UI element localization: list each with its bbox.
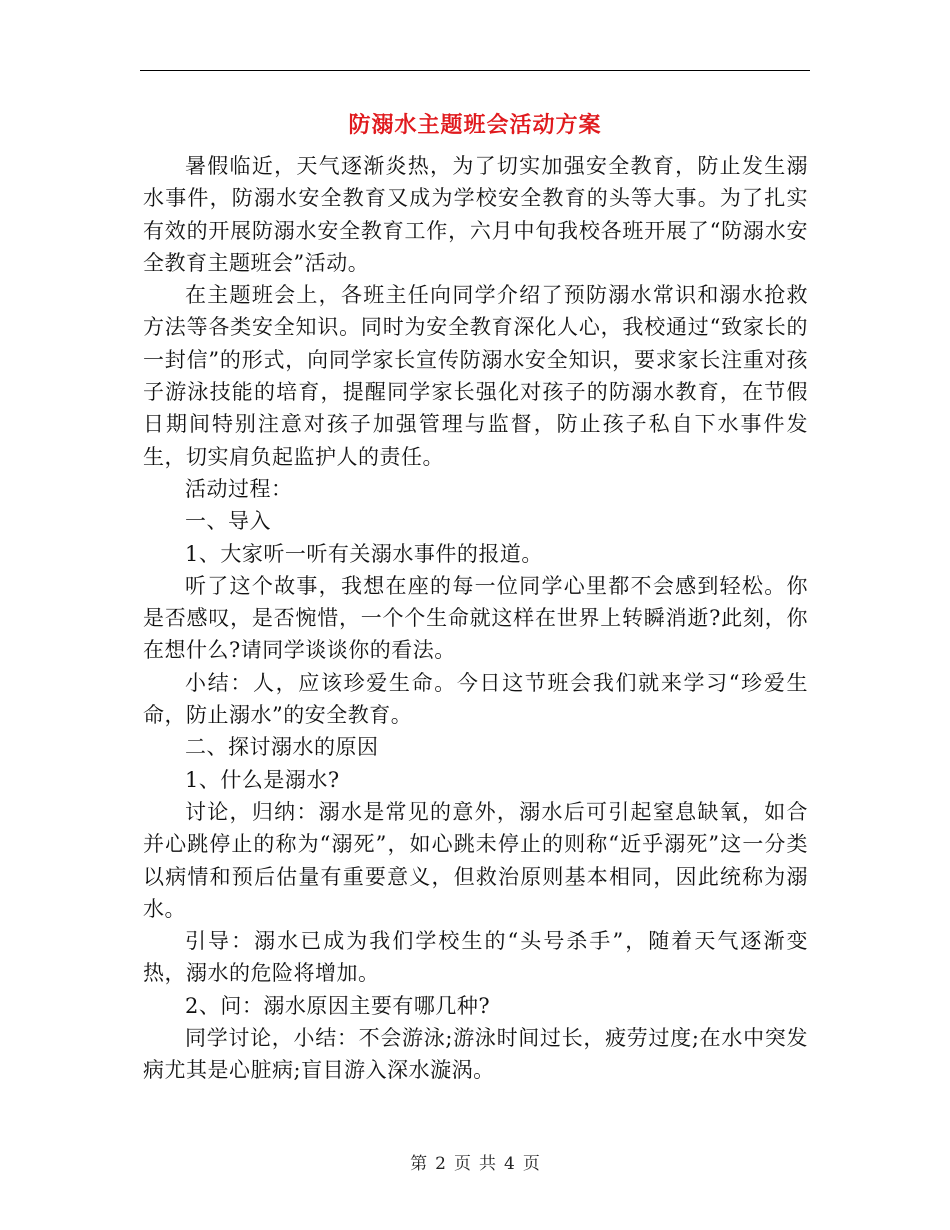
paragraph-class-meeting: 在主题班会上，各班主任向同学介绍了预防溺水常识和溺水抢救方法等各类安全知识。同时为安全教育深化人心，我校通过“致家长的一封信”的形式，向同学家长宣传防溺水安全知识，要求家长注重对孩子游泳技能的培育，提醒同学家长强化对孩子的防溺水教育，在节假日期间特别注意对孩子加强管理与监督，防止孩子私自下水事件发生，切实肩负起监护人的责任。 bbox=[143, 283, 808, 469]
footer-suffix: 页 bbox=[522, 1154, 540, 1174]
page-footer bbox=[0, 1152, 950, 1176]
section-heading-intro: 一、导入 bbox=[185, 509, 271, 534]
footer-total-pages: 4 bbox=[504, 1154, 515, 1174]
paragraph-discussion: 讨论，归纳：溺水是常见的意外，溺水后可引起窒息缺氧，如合并心跳停止的称为“溺死”，如心跳未停止的则称“近乎溺死”这一分类以病情和预后估量有重要意义，但救治原则基本相同，因此统称为溺水。 bbox=[143, 799, 808, 921]
document-body bbox=[143, 150, 808, 1087]
footer-total-prefix: 共 bbox=[479, 1154, 496, 1174]
paragraph-summary: 小结：人，应该珍爱生命。今日这节班会我们就来学习“珍爱生命，防止溺水”的安全教育。 bbox=[143, 670, 808, 728]
footer-prefix: 第 bbox=[410, 1154, 428, 1174]
section-heading-causes: 二、探讨溺水的原因 bbox=[185, 735, 379, 760]
paragraph-story-reflection: 听了这个故事，我想在座的每一位同学心里都不会感到轻松。你是否感叹，是否惋惜，一个个生命就这样在世界上转瞬消逝?此刻，你在想什么?请同学谈谈你的看法。 bbox=[143, 573, 808, 663]
document-title: 防溺水主题班会活动方案 bbox=[348, 112, 602, 138]
paragraph-listen-report: 1、大家听一听有关溺水事件的报道。 bbox=[185, 541, 543, 566]
paragraph-question-causes: 2、问：溺水原因主要有哪几种? bbox=[185, 993, 491, 1018]
paragraph-what-is-drowning: 1、什么是溺水? bbox=[185, 767, 340, 792]
footer-current-page: 2 bbox=[435, 1154, 446, 1174]
paragraph-activity-process: 活动过程： bbox=[185, 476, 293, 501]
paragraph-causes-summary: 同学讨论，小结：不会游泳;游泳时间过长，疲劳过度;在水中突发病尤其是心脏病;盲目游入深水漩涡。 bbox=[143, 1026, 808, 1083]
header-rule bbox=[140, 70, 810, 71]
footer-page-word: 页 bbox=[454, 1154, 471, 1174]
paragraph-guidance: 引导：溺水已成为我们学校生的“头号杀手”，随着天气逐渐变热，溺水的危险将增加。 bbox=[143, 929, 808, 986]
paragraph-intro: 暑假临近，天气逐渐炎热，为了切实加强安全教育，防止发生溺水事件，防溺水安全教育又成为学校安全教育的头等大事。为了扎实有效的开展防溺水安全教育工作，六月中旬我校各班开展了“防溺水安全教育主题班会”活动。 bbox=[143, 154, 808, 275]
